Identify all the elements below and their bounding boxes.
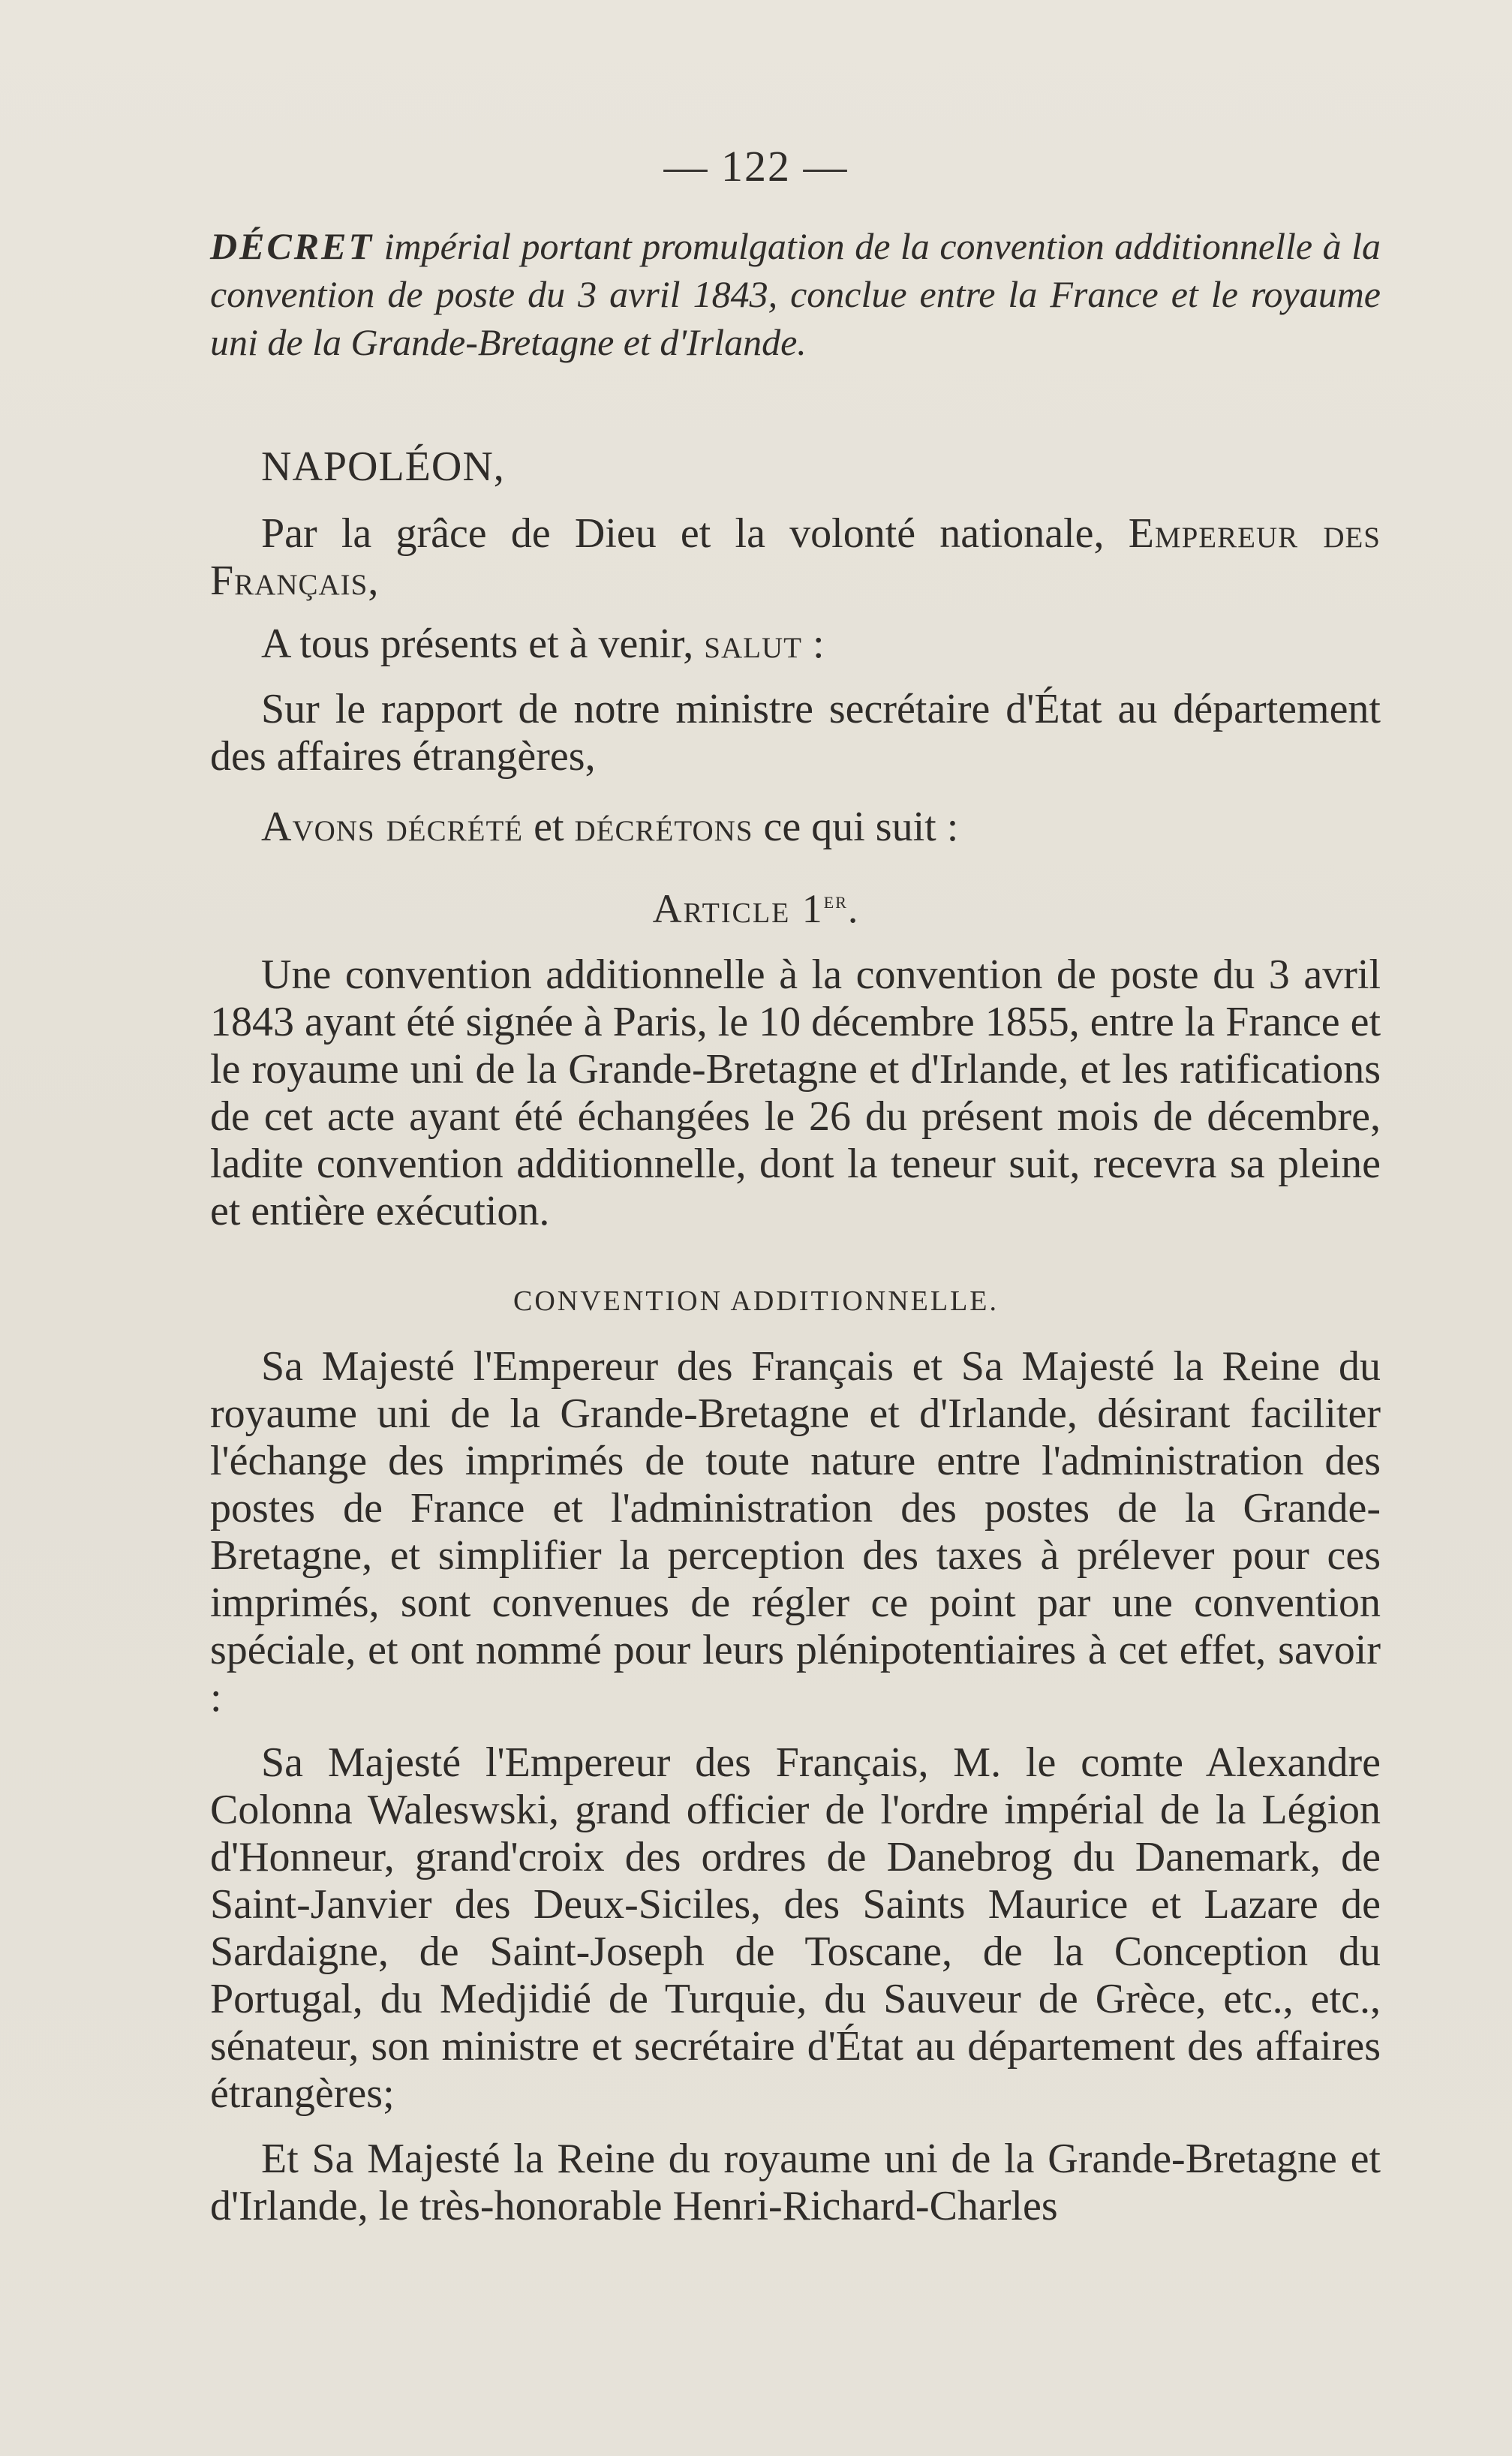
salut-word: salut — [704, 621, 802, 667]
grace-end: , — [368, 558, 379, 604]
avons-mid: et — [523, 804, 575, 850]
salut-end: : — [801, 621, 825, 667]
avons-decrete-line — [261, 803, 958, 851]
grace-paragraph — [210, 510, 1381, 605]
salut-line — [261, 620, 825, 668]
decree-title — [210, 222, 1381, 366]
article-heading — [0, 885, 1512, 932]
convention-paragraph-1: Sa Majesté l'Empereur des Français et Sa Majesté la Reine du royaume uni de la Grande-Bretagne et d'Irlande, désirant faciliter l'échange des imprimés de toute nature entre l'administration des postes de France et l'administration des postes de la Grande-Bretagne, et simplifier la perception des taxes à prélever pour ces imprimés, sont convenues de régler ce point par une convention spéciale, et ont nommé pour leurs plénipotentiaires à cet effet, savoir : — [210, 1343, 1381, 1721]
decretons: décrétons — [574, 804, 753, 850]
convention-paragraph-2: Sa Majesté l'Empereur des Français, M. le comte Alexandre Colonna Waleswski, grand officier de l'ordre impérial de la Légion d'Honneur, grand'croix des ordres de Danebrog du Danemark, de Saint-Janvier des Deux-Siciles, des Saints Maurice et Lazare de Sardaigne, de Saint-Joseph de Toscane, de la Conception du Portugal, du Medjidié de Turquie, du Sauveur de Grèce, etc., etc., sénateur, son ministre et secrétaire d'État au département des affaires étrangères; — [210, 1739, 1381, 2117]
napoleon-heading: NAPOLÉON, — [261, 443, 505, 490]
decree-title-lead: DÉCRET — [210, 225, 374, 267]
convention-paragraph-3: Et Sa Majesté la Reine du royaume uni de la Grande-Bretagne et d'Irlande, le très-honorable Henri-Richard-Charles — [210, 2136, 1381, 2229]
article-paragraph: Une convention additionnelle à la convention de poste du 3 avril 1843 ayant été signée à Paris, le 10 décembre 1855, entre la France et le royaume uni de la Grande-Bretagne et d'Irlande, et les ratifications de cet acte ayant été échangées le 26 du présent mois de décembre, ladite convention additionnelle, dont la teneur suit, recevra sa pleine et entière exécution. — [210, 951, 1381, 1234]
article-sup: er — [823, 886, 848, 913]
article-end: . — [847, 886, 860, 931]
salut-text: A tous présents et à venir, — [261, 621, 694, 667]
decree-title-rest: impérial portant promulgation de la convention additionnelle à la convention de poste du 3 avril 1843, conclue entre la France et le royaume uni de la Grande-Bretagne et d'Irlande. — [210, 225, 1381, 363]
avons-end: ce qui suit : — [753, 804, 959, 850]
emperor-title: Empereur des Français — [210, 510, 1381, 604]
rapport-paragraph: Sur le rapport de notre ministre secrétaire d'État au département des affaires étrangères, — [210, 686, 1381, 780]
article-label: Article 1 — [652, 886, 824, 931]
convention-heading: CONVENTION ADDITIONNELLE. — [513, 1285, 999, 1317]
page-number: — 122 — — [663, 142, 849, 191]
grace-text: Par la grâce de Dieu et la volonté nationale, — [261, 510, 1105, 557]
avons-decrete: Avons décrété — [261, 804, 524, 850]
